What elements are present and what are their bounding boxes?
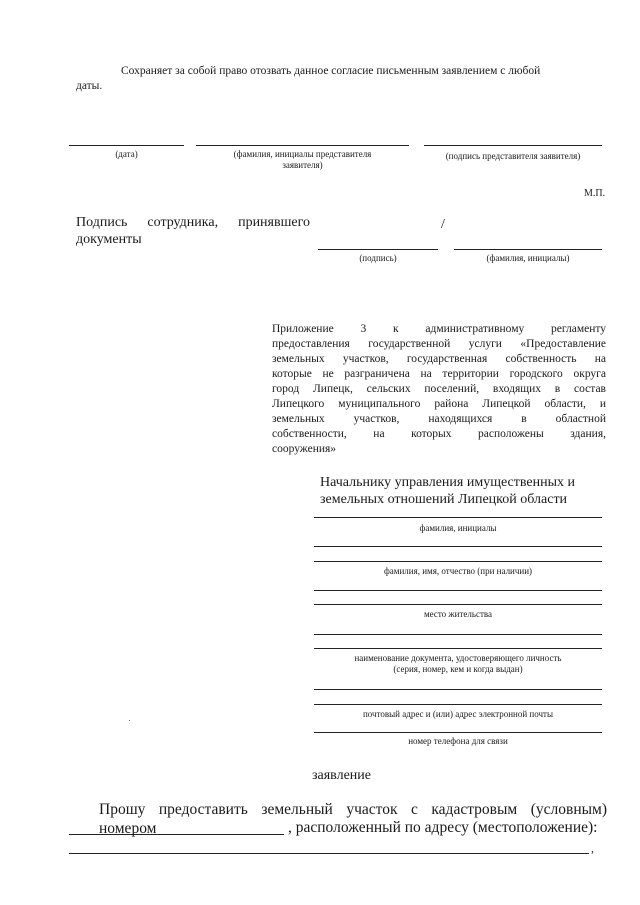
id-document-line-2[interactable] [314,648,602,649]
appendix-line: город Липецк, сельских поселений, входящих в состав [272,383,606,395]
employee-signature-caption: (подпись) [359,253,397,263]
cadastral-number-line[interactable] [69,834,284,835]
id-document-caption-1: наименование документа, удостоверяющего личность [354,653,562,663]
appendix-line: предоставления государственной услуги «Предоставление [272,338,606,350]
phone-line[interactable] [314,732,602,733]
statement-line-1-text: Прошу предоставить земельный участок с кадастровым (условным) номером [99,801,607,837]
appendix-line: Приложение 3 к административному регламенту [272,323,606,335]
full-name-caption: фамилия, имя, отчество (при наличии) [383,566,533,576]
id-document-line-1[interactable] [314,634,602,635]
statement-line-2: , расположенный по адресу (местоположение): [288,819,598,836]
employee-label-line-1 [76,214,310,231]
appendix-line: сооружения» [272,443,337,455]
scan-speck [129,720,130,721]
representative-signature-caption: (подпись представителя заявителя) [445,151,581,161]
residence-caption: место жительства [423,609,493,619]
employee-label-text-1: Подпись сотрудника, принявшего [76,215,310,230]
postal-email-line-1[interactable] [314,689,602,690]
full-name-line-1[interactable] [314,546,602,547]
date-caption: (дата) [115,149,138,159]
residence-line-1[interactable] [314,590,602,591]
addressee-line-2: земельных отношений Липецкой области [320,492,568,507]
address-trailing-comma: , [591,843,594,855]
representative-name-line [196,145,409,146]
representative-signature-line [424,145,602,146]
date-line [69,145,184,146]
consent-line-1: Сохраняет за собой право отозвать данное согласие письменным заявлением с любой [121,65,541,77]
postal-email-line-2[interactable] [314,704,602,705]
employee-name-caption: (фамилия, инициалы) [486,253,570,263]
appendix-line: земельных участков, находящихся в областной [272,413,606,425]
appendix-line: которые не разграничена на территории городского округа [272,368,606,380]
signature-name-separator: / [441,217,445,232]
appendix-block [272,322,606,457]
consent-line-2: даты. [76,80,103,92]
full-name-line-2[interactable] [314,561,602,562]
representative-name-caption-2: заявителя) [282,160,323,170]
representative-name-caption-1: (фамилия, инициалы представителя [233,149,372,159]
surname-initials-caption: фамилия, инициалы [419,523,497,533]
statement-title: заявление [312,768,372,783]
address-line[interactable] [69,853,589,854]
appendix-line: земельных участков, государственная собственность на [272,353,606,365]
residence-line-2[interactable] [314,604,602,605]
id-document-caption-2: (серия, номер, кем и когда выдан) [393,664,523,674]
addressee-line-1: Начальнику управления имущественных и [320,475,576,490]
phone-caption: номер телефона для связи [408,736,508,746]
surname-initials-line[interactable] [314,517,602,518]
appendix-line: Липецкого муниципального района Липецкой области, и [272,398,606,410]
employee-label-line-2: документы [76,232,142,247]
employee-name-line [454,249,602,250]
appendix-line: собственности, на которых расположены здания, [272,428,606,440]
employee-signature-line [318,249,438,250]
postal-email-caption: почтовый адрес и (или) адрес электронной почты [362,709,554,719]
stamp-placeholder: М.П. [584,188,606,199]
